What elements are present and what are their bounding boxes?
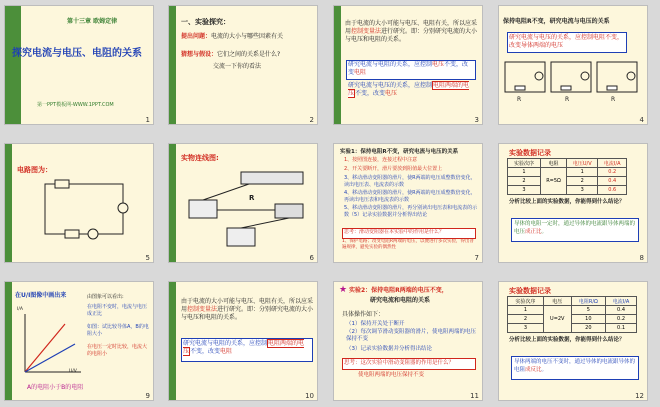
think-question: 滑动变阻器在本实验中的作用是什么？	[359, 229, 445, 235]
step-1: （1）保持开关处于断开	[346, 321, 405, 327]
graph-conclusion: A的电阻小于B的电阻	[27, 384, 84, 391]
step-1: 1、按照图连接，连接过程中注意	[344, 157, 418, 163]
table-header: 电阻R/Ω	[571, 297, 605, 306]
slide-thumbnail-6[interactable]	[168, 143, 318, 263]
resistance-study-lead: 研究电流与电阻的关系，应控制	[348, 61, 433, 68]
resistor-label-3: R	[611, 96, 616, 103]
step-3: 3、移动滑动变阻器的滑片，使R两端的电压成整数倍变化，读出电压表、电流表的示数	[344, 175, 476, 188]
slide-thumbnail-3[interactable]	[333, 5, 483, 125]
slide-accent-bar	[5, 6, 21, 124]
method-paragraph	[181, 298, 315, 322]
slide-thumbnail-9[interactable]	[4, 281, 154, 401]
slide-thumbnail-8[interactable]	[498, 143, 648, 263]
resistance-study-text	[183, 340, 309, 356]
slide-number: 10	[305, 392, 314, 400]
slide-thumbnail-11[interactable]	[333, 281, 483, 401]
graph-note-4: 在电压一定时比较，电流大的电阻小	[87, 344, 148, 357]
table-cell: 10	[571, 315, 605, 324]
current-axis-label: I/A	[17, 307, 23, 312]
slide-thumbnail-5[interactable]	[4, 143, 154, 263]
chapter-header: 第十三章 欧姆定律	[67, 18, 118, 25]
slide-footer: 第一PPT模板网-WWW.1PPT.COM	[37, 102, 114, 108]
graph-note-1: 由图象可以看出:	[87, 294, 124, 300]
step-5: 5、移动滑动变阻器的滑片，再分别读出电压表和电流表的示数（5）记录实验数据并分析得出结论	[344, 205, 478, 218]
table-cell: 5	[571, 306, 605, 315]
slide-thumbnail-2[interactable]	[168, 5, 318, 125]
method-text: 由于电流的大小可能与电压、电阻有关，所以应采用	[345, 20, 478, 35]
think-answer: 1、保护电路；改变电阻R两端的电压，以便进行多次实验，得出普遍规律，避免实验的偶然性	[342, 239, 474, 250]
voltage-axis-label: U/V	[69, 369, 77, 374]
table-header: 实验次序	[508, 297, 544, 306]
slide-number: 1	[145, 116, 150, 124]
slide-subtitle: 研究电流和电阻的关系	[370, 297, 431, 304]
table-cell: 0.4	[598, 177, 627, 186]
table-cell: 0.6	[598, 186, 627, 195]
conclusion-end: 。	[541, 367, 548, 373]
table-cell: 0.2	[598, 168, 627, 177]
graph-note-2: 在电阻不变时，电流与电压成正比	[87, 304, 148, 317]
think-answer: 使电阻两端的电压保持不变	[358, 372, 425, 378]
question-text: 电流的大小与哪些因素有关	[211, 33, 284, 40]
slide-accent-bar	[169, 282, 176, 400]
resistance-change-fill: 电阻	[354, 69, 367, 76]
table-header: 电压	[543, 297, 571, 306]
slide-title	[349, 287, 481, 295]
resistor-label-1: R	[517, 96, 522, 103]
slide-number: 4	[639, 116, 644, 124]
table-cell: 0.2	[606, 315, 637, 324]
slide-number: 5	[145, 254, 150, 262]
resistance-study-text	[348, 61, 474, 77]
table-header: 电压U/V	[567, 159, 598, 168]
method-paragraph	[345, 20, 479, 44]
think-label: 思考：	[344, 229, 360, 235]
conclusion-key: 成正比	[525, 229, 542, 235]
section-heading: 一、实验探究：	[181, 18, 230, 26]
conclusion-text	[514, 220, 636, 236]
method-text: 由于电流的大小可能与电压、电阻有关，所以应采用	[181, 298, 314, 313]
voltage-study-mid: 不变，改变	[355, 90, 386, 97]
step-4: 4、移动滑动变阻器的滑片，使R两端的电压成整数倍变化，再读出电压表和电流表的示数	[344, 190, 476, 203]
table-cell: 3	[508, 324, 544, 333]
step-2: 2、开关要断开，滑片要放到阻值最大位置上	[344, 166, 443, 172]
star-icon: ★	[339, 285, 348, 295]
table-row	[508, 168, 627, 177]
think-text	[344, 359, 454, 367]
resistor-label-2: R	[565, 96, 570, 103]
table-cell: 2	[508, 315, 544, 324]
table-header: 电阻	[541, 159, 567, 168]
resistance-control-fill: 电阻两端的电压	[183, 340, 305, 355]
slide-title: 电路图为：	[17, 166, 52, 174]
slide-number: 6	[309, 254, 314, 262]
slide-title: 探究电流与电压、电阻的关系	[12, 48, 142, 59]
table-header: 电流I/A	[606, 297, 637, 306]
step-2: （2）每次调节滑动变阻器的滑片，使电阻两端的电压保持不变	[346, 329, 477, 342]
slide-thumbnail-4[interactable]	[498, 5, 648, 125]
method-fill: 控制变量法	[187, 306, 218, 313]
think-label: 思考：	[344, 360, 361, 366]
graph-note-3: 如图：试比较导体A，B的电阻大小	[87, 324, 149, 337]
slide-accent-bar	[169, 6, 176, 124]
conclusion-end: 。	[541, 229, 548, 235]
data-table	[507, 296, 637, 333]
slide-number: 7	[474, 254, 479, 262]
resistance-study-lead: 研究电流与电阻的关系，应控制	[183, 340, 268, 347]
conclusion-lead: 导体两端的电压不变时，通过导体的电流跟导体的电阻	[514, 359, 636, 373]
conclusion-key: 成反比	[525, 367, 542, 373]
analysis-question: 分析比较上面的实验数据，你能得到什么结论？	[509, 199, 625, 205]
table-cell: 0.1	[606, 324, 637, 333]
think-question: 这次实验中滑动变阻器的作用是什么？	[360, 360, 455, 366]
table-cell: 3	[567, 186, 598, 195]
hypothesis-label: 猜想与假设：	[181, 51, 218, 58]
resistance-study-mid: 不变，改变	[190, 348, 221, 355]
circuit-diagrams	[501, 56, 647, 111]
hypothesis-line	[181, 51, 315, 59]
slide-title: 实验1：保持电阻R不变，研究电流与电压的关系	[340, 149, 459, 155]
slide-thumbnail-10[interactable]	[168, 281, 318, 401]
table-cell-voltage: U=2V	[543, 306, 571, 333]
slide-title: 在U/I图像中画出来	[15, 292, 67, 299]
table-row	[508, 186, 627, 195]
slide-accent-bar	[334, 6, 341, 124]
slide-thumbnail-12[interactable]	[498, 281, 648, 401]
table-header-row	[508, 159, 627, 168]
table-cell-resistance: R=5Ω	[541, 168, 567, 195]
slide-accent-bar	[5, 282, 12, 400]
table-row	[508, 177, 627, 186]
slide-number: 11	[470, 392, 479, 400]
wiring-photo	[179, 166, 315, 256]
discussion-prompt: 交流一下你的看法	[213, 63, 262, 70]
table-cell: 1	[508, 168, 541, 177]
table-header-row	[508, 297, 637, 306]
hypothesis-text: 它们之间的关系是什么?	[217, 51, 281, 58]
slide-number: 3	[474, 116, 479, 124]
method-text-b: 进行研究。即：分别研究电流的大小与电压和电阻的关系。	[181, 306, 314, 321]
resistor-label: R	[249, 194, 255, 202]
table-header: 实验次序	[508, 159, 541, 168]
slide-title: 实验数据记录	[509, 149, 551, 157]
table-cell: 1	[567, 168, 598, 177]
table-cell: 2	[567, 177, 598, 186]
voltage-study-lead: 研究电流与电压的关系，应控制	[348, 82, 433, 89]
resistance-change-fill: 电阻	[220, 348, 233, 355]
table-header: 电流I/A	[598, 159, 627, 168]
control-variable-text: 研究电流与电压的关系，应控制电阻不变，改变导体两端的电压	[509, 34, 624, 49]
table-row	[508, 324, 637, 333]
circuit-diagram	[35, 176, 135, 246]
slide-number: 9	[145, 392, 150, 400]
slide-number: 8	[639, 254, 644, 262]
voltage-study-text	[348, 82, 474, 98]
table-cell: 3	[508, 186, 541, 195]
voltage-control-fill: 电阻两端的电压	[348, 82, 470, 97]
think-text	[344, 229, 444, 236]
slide-accent-bar	[169, 144, 176, 262]
steps-label: 具体操作如下：	[342, 311, 385, 318]
method-fill: 控制变量法	[351, 28, 382, 35]
table-cell: 2	[508, 177, 541, 186]
table-row	[508, 306, 637, 315]
slide-accent-bar	[5, 144, 12, 262]
voltage-change-fill: 电压	[385, 90, 398, 97]
table-cell: 1	[508, 306, 544, 315]
question-line	[181, 33, 315, 41]
analysis-question: 分析比较上面的实验数据，你能得到什么结论？	[509, 337, 625, 343]
slide-title-text: 实验2：保持电阻R两端的电压不变，	[349, 287, 448, 294]
slide-number: 2	[309, 116, 314, 124]
method-text-b: 进行研究。即：分别研究电流的大小与电压和电阻的关系。	[345, 28, 478, 43]
slide-title: 实验数据记录	[509, 287, 551, 295]
step-3: （3）记录实验数据并分析得出结论	[346, 346, 433, 352]
resistance-control-fill: 电压	[432, 61, 445, 68]
slide-thumbnail-1[interactable]	[4, 5, 154, 125]
table-cell: 20	[571, 324, 605, 333]
slide-title: 实物连线图:	[181, 154, 219, 162]
conclusion-text	[514, 358, 636, 374]
resistance-study-mid: 不变，改变	[348, 61, 469, 76]
slide-number: 12	[635, 392, 644, 400]
conclusion-lead: 导体的电阻一定时，通过导体的电流跟导体两端的电压	[514, 221, 636, 235]
slide-thumbnail-7[interactable]	[333, 143, 483, 263]
table-row	[508, 315, 637, 324]
slide-title: 保持电阻R不变，研究电流与电压的关系	[503, 18, 610, 25]
table-cell: 0.4	[606, 306, 637, 315]
question-label: 提出问题：	[181, 33, 212, 40]
data-table	[507, 158, 627, 195]
